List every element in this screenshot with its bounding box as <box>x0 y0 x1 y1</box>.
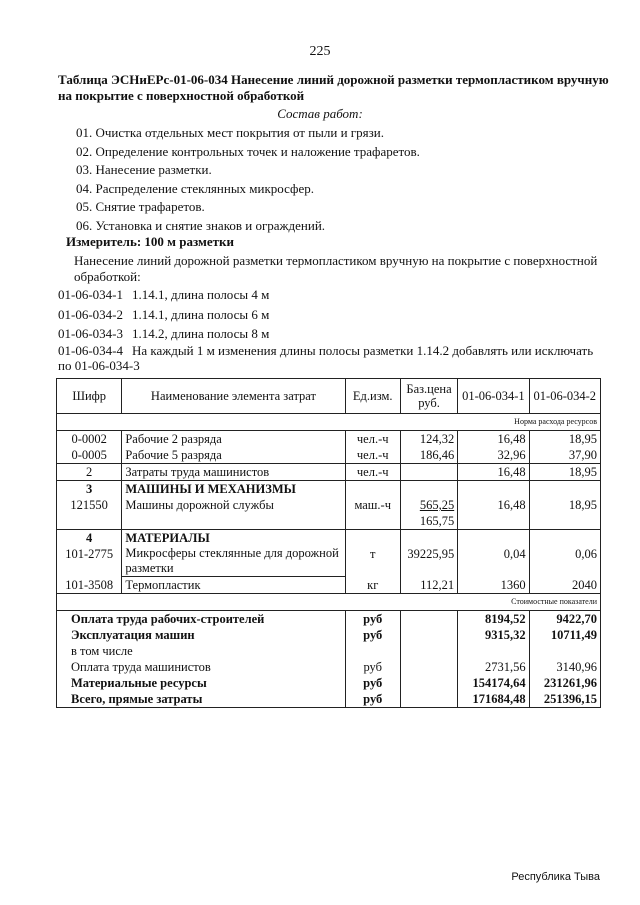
summary-v1: 2731,56 <box>458 659 529 675</box>
footer-region: Республика Тыва <box>511 871 600 883</box>
cell-v2: 18,95 <box>529 497 600 530</box>
work-item: 02. Определение контрольных точек и наложение трафаретов. <box>76 143 420 159</box>
cell-unit: кг <box>345 577 400 594</box>
summary-v1 <box>458 643 529 659</box>
price-main: 565,25 <box>419 498 455 512</box>
composition-heading: Состав работ: <box>277 106 363 121</box>
table-row <box>57 431 601 448</box>
header-name: Наименование элемента затрат <box>122 379 345 414</box>
cell-code: 101-2775 <box>57 546 122 577</box>
cell-code: 0-0005 <box>57 447 122 464</box>
norm-label: Норма расхода ресурсов <box>57 414 601 431</box>
header-col2: 01-06-034-2 <box>529 379 600 414</box>
summary-unit <box>345 643 400 659</box>
cell-unit: маш.-ч <box>345 497 400 530</box>
summary-v2: 10711,49 <box>529 627 600 643</box>
cell-v1: 16,48 <box>458 431 529 448</box>
code: 01-06-034-1 <box>58 287 123 302</box>
section-code: 3 <box>57 481 122 498</box>
summary-v2: 3140,96 <box>529 659 600 675</box>
cell-v2: 18,95 <box>529 464 600 481</box>
summary-unit: руб <box>345 627 400 643</box>
code-text: 1.14.1, длина полосы 4 м <box>132 287 270 302</box>
summary-name: Материальные ресурсы <box>57 675 346 691</box>
cell-v1: 32,96 <box>458 447 529 464</box>
cell-unit: т <box>345 546 400 577</box>
cell-v1: 16,48 <box>458 497 529 530</box>
cell-v1: 16,48 <box>458 464 529 481</box>
summary-row <box>57 691 601 708</box>
table-title: Таблица ЭСНиЕРс-01-06-034 Нанесение линий дорожной разметки термопластиком вручную на покрытие с поверхностной обработкой <box>58 72 609 103</box>
summary-unit: руб <box>345 611 400 628</box>
cell-v2: 2040 <box>529 577 600 594</box>
table-row <box>57 447 601 464</box>
section-code: 4 <box>57 530 122 547</box>
cost-label-row <box>57 594 601 611</box>
cell-name: Затраты труда машинистов <box>122 464 345 481</box>
table-header-row <box>57 379 601 414</box>
summary-name: Оплата труда рабочих-строителей <box>57 611 346 628</box>
cell-code: 0-0002 <box>57 431 122 448</box>
code: 01-06-034-4 <box>58 343 123 358</box>
page-number: 225 <box>309 44 331 59</box>
section-row-materials <box>57 530 601 547</box>
work-item: 01. Очистка отдельных мест покрытия от пыли и грязи. <box>76 125 384 140</box>
cell-unit: чел.-ч <box>345 464 400 481</box>
summary-name: Оплата труда машинистов <box>57 659 346 675</box>
cell-v2: 37,90 <box>529 447 600 464</box>
cell-v2: 18,95 <box>529 431 600 448</box>
work-item: 06. Установка и снятие знаков и ограждений. <box>76 217 326 233</box>
summary-v2: 251396,15 <box>529 691 600 708</box>
summary-unit: руб <box>345 691 400 708</box>
work-list <box>76 124 420 236</box>
header-unit: Ед.изм. <box>345 379 400 414</box>
work-item: 04. Распределение стеклянных микросфер. <box>76 180 314 196</box>
summary-v2: 9422,70 <box>529 611 600 628</box>
code: 01-06-034-3 <box>58 326 123 341</box>
summary-name: в том числе <box>57 643 346 659</box>
summary-unit: руб <box>345 675 400 691</box>
cell-name: Рабочие 2 разряда <box>122 431 345 448</box>
summary-row <box>57 659 601 675</box>
table-row <box>57 464 601 481</box>
table-row <box>57 577 601 594</box>
header-code: Шифр <box>57 379 122 414</box>
header-price: Баз.цена руб. <box>400 379 457 414</box>
cell-code: 2 <box>57 464 122 481</box>
cell-name: Рабочие 5 разряда <box>122 447 345 464</box>
summary-name: Эксплуатация машин <box>57 627 346 643</box>
summary-v1: 154174,64 <box>458 675 529 691</box>
code-row <box>58 285 269 305</box>
summary-v1: 8194,52 <box>458 611 529 628</box>
cell-price <box>400 497 457 530</box>
code-text: На каждый 1 м изменения длины полосы разметки 1.14.2 добавлять или исключать по 01-06-034-3 <box>58 343 594 373</box>
cell-price: 124,32 <box>400 431 457 448</box>
cell-price <box>400 464 457 481</box>
cost-table <box>56 378 601 708</box>
code-list <box>58 285 269 344</box>
section-name: МАТЕРИАЛЫ <box>122 530 345 547</box>
measure-unit: Измеритель: 100 м разметки <box>66 234 235 249</box>
cell-unit: чел.-ч <box>345 447 400 464</box>
cell-code: 101-3508 <box>57 577 122 594</box>
summary-v1: 9315,32 <box>458 627 529 643</box>
code-row-last <box>58 343 608 373</box>
norm-label-row <box>57 414 601 431</box>
summary-name: Всего, прямые затраты <box>57 691 346 708</box>
work-item: 05. Снятие трафаретов. <box>76 199 205 215</box>
summary-unit: руб <box>345 659 400 675</box>
price-secondary: 165,75 <box>419 514 455 528</box>
cell-price: 112,21 <box>400 577 457 594</box>
section-name: МАШИНЫ И МЕХАНИЗМЫ <box>122 481 345 498</box>
code: 01-06-034-2 <box>58 306 123 322</box>
cell-price: 39225,95 <box>400 546 457 577</box>
code-text: 1.14.2, длина полосы 8 м <box>132 326 270 341</box>
summary-v1: 171684,48 <box>458 691 529 708</box>
cell-v1: 1360 <box>458 577 529 594</box>
code-row <box>58 305 269 325</box>
summary-v2 <box>529 643 600 659</box>
table-row <box>57 546 601 577</box>
summary-v2: 231261,96 <box>529 675 600 691</box>
table-row <box>57 497 601 530</box>
code-text: 1.14.1, длина полосы 6 м <box>132 306 270 322</box>
summary-row <box>57 675 601 691</box>
cell-name: Машины дорожной службы <box>122 497 345 530</box>
cell-name: Термопластик <box>122 577 345 594</box>
cell-unit: чел.-ч <box>345 431 400 448</box>
cell-code: 121550 <box>57 497 122 530</box>
description: Нанесение линий дорожной разметки термопластиком вручную на покрытие с поверхностной обработкой: <box>74 253 598 284</box>
summary-row <box>57 643 601 659</box>
cost-label: Стоимостные показатели <box>57 594 601 611</box>
cell-v2: 0,06 <box>529 546 600 577</box>
summary-row <box>57 627 601 643</box>
section-row-machines <box>57 481 601 498</box>
cell-name: Микросферы стеклянные для дорожной разметки <box>122 546 345 577</box>
header-col1: 01-06-034-1 <box>458 379 529 414</box>
work-item: 03. Нанесение разметки. <box>76 162 212 178</box>
cell-v1: 0,04 <box>458 546 529 577</box>
summary-row <box>57 611 601 628</box>
code-row <box>58 324 269 344</box>
cell-price: 186,46 <box>400 447 457 464</box>
